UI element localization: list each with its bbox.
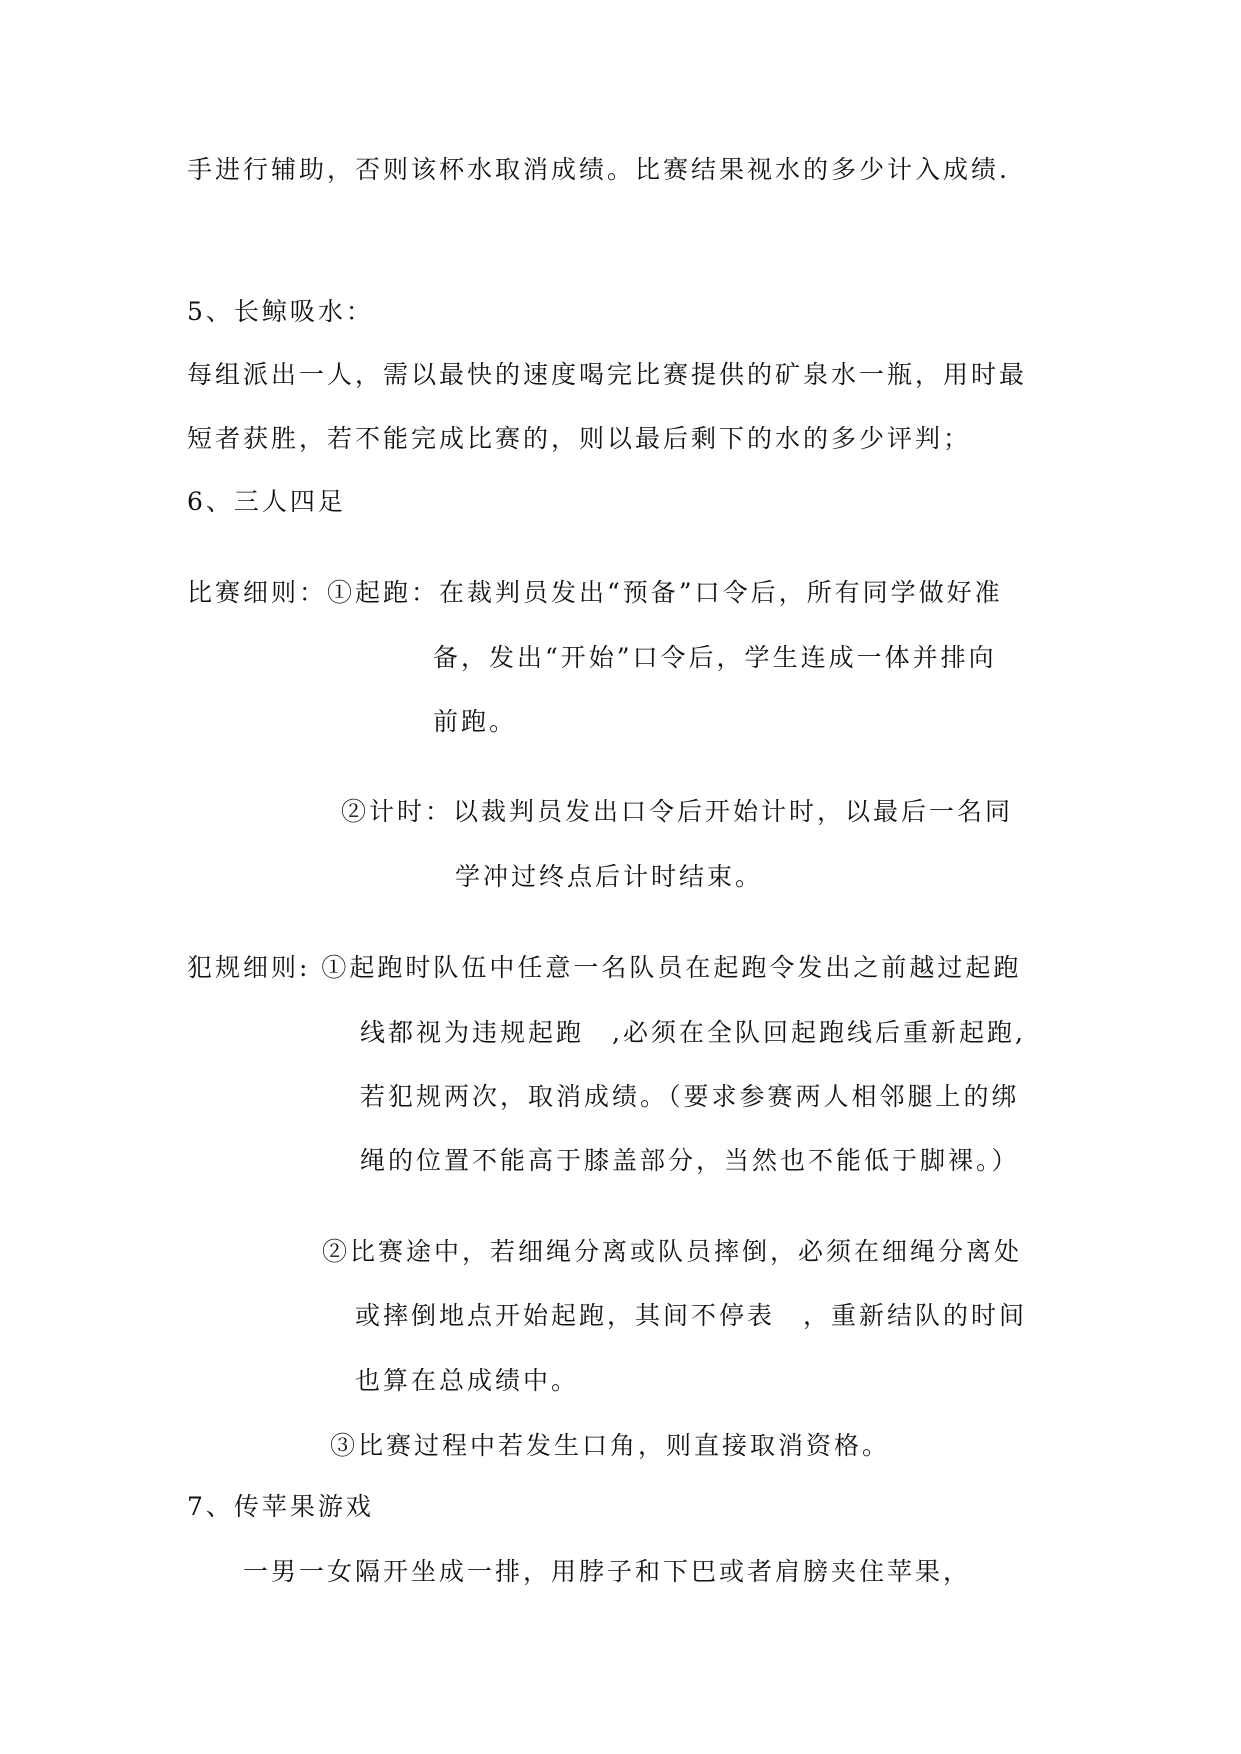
- paragraph-line: 每组派出一人，需以最快的速度喝完比赛提供的矿泉水一瓶，用时最: [187, 360, 1028, 389]
- paragraph-line: 短者获胜，若不能完成比赛的，则以最后剩下的水的多少评判；: [187, 424, 972, 453]
- section-heading: 5、长鲸吸水：: [187, 297, 374, 326]
- rule-line: 绳的位置不能高于膝盖部分，当然也不能低于脚裸。）: [360, 1146, 1020, 1175]
- rule-line: 前跑。: [433, 707, 518, 736]
- paragraph-line: 手进行辅助，否则该杯水取消成绩。比赛结果视水的多少计入成绩.: [187, 155, 1010, 184]
- section-heading: 7、传苹果游戏: [187, 1492, 374, 1521]
- rule-line: 比赛细则：①起跑：在裁判员发出“预备”口令后，所有同学做好准: [187, 578, 1003, 607]
- paragraph-line: 一男一女隔开坐成一排，用脖子和下巴或者肩膀夹住苹果，: [243, 1557, 972, 1586]
- rule-line: ②比赛途中，若细绳分离或队员摔倒，必须在细绳分离处: [322, 1237, 1023, 1266]
- section-heading: 6、三人四足: [187, 487, 346, 516]
- rule-line: 若犯规两次，取消成绩。（要求参赛两人相邻腿上的绑: [360, 1082, 1020, 1111]
- rule-line: 线都视为违规起跑 ,必须在全队回起跑线后重新起跑,: [360, 1018, 1026, 1047]
- rule-line: ③比赛过程中若发生口角，则直接取消资格。: [330, 1431, 891, 1460]
- rule-line: 犯规细则: ①起跑时队伍中任意一名队员在起跑令发出之前越过起跑: [187, 953, 1022, 982]
- rule-line: 或摔倒地点开始起跑，其间不停表 ，重新结队的时间: [355, 1301, 1028, 1330]
- rule-line: 也算在总成绩中。: [355, 1366, 580, 1395]
- rule-line: 学冲过终点后计时结束。: [455, 862, 764, 891]
- rule-line: ②计时：以裁判员发出口令后开始计时，以最后一名同: [341, 797, 1014, 826]
- rule-line: 备，发出“开始”口令后，学生连成一体并排向: [433, 643, 997, 672]
